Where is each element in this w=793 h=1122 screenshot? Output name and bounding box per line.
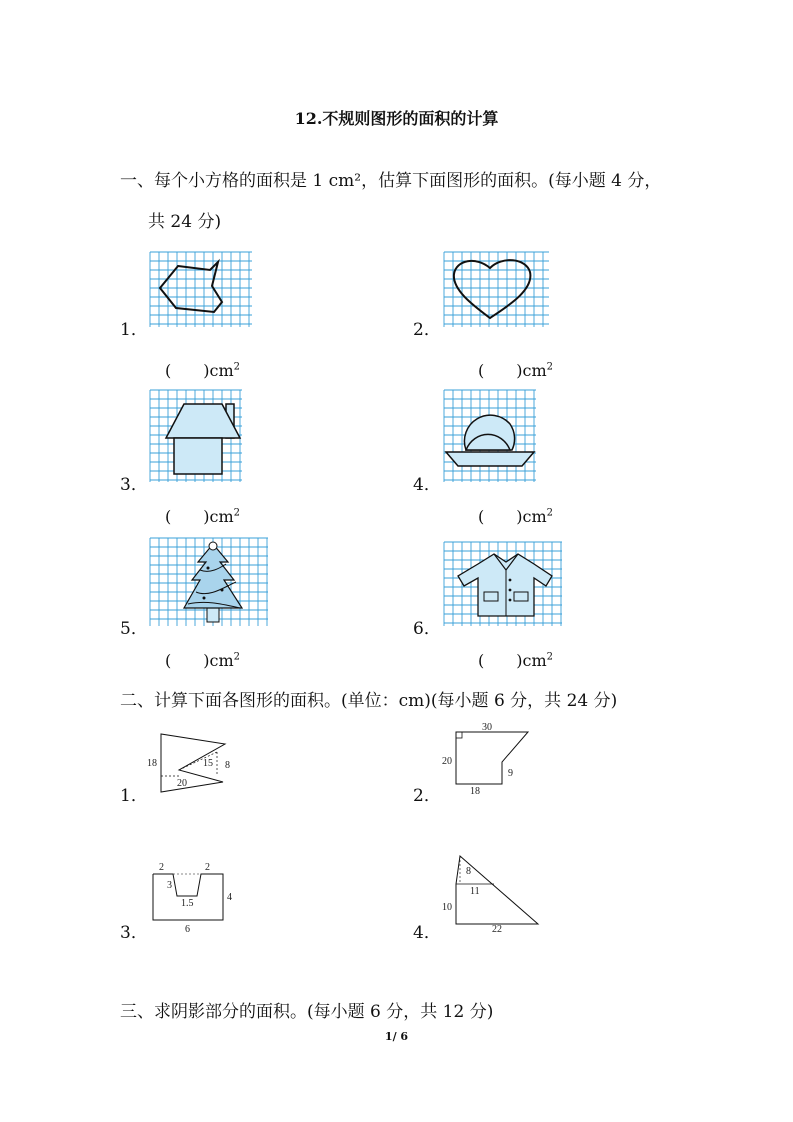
item-number: 3． [120,475,148,495]
dimension-label: 10 [442,902,452,913]
dimension-label: 8 [466,866,471,877]
arrow-shape-figure [145,730,245,798]
triangle-composite-figure [438,852,546,934]
dimension-label: 18 [147,758,157,769]
house-icon [150,390,242,482]
item-number: 5． [120,619,148,639]
dimension-label: 20 [177,778,187,789]
dimension-label: 8 [225,760,230,771]
item-number: 6． [413,619,441,639]
dimension-label: 22 [492,924,502,935]
dimension-label: 6 [185,924,190,935]
dimension-label: 11 [470,886,480,897]
page-number: 1/ 6 [384,1030,409,1043]
section1-heading-line1: 一、每个小方格的面积是 1 cm²，估算下面图形的面积。(每小题 4 分， [120,171,662,191]
item-number: 2． [413,320,441,340]
page-title: 12.不规则图形的面积的计算 [294,109,499,128]
dimension-label: 4 [227,892,232,903]
section2-heading: 二、计算下面各图形的面积。(单位：cm)(每小题 6 分，共 24 分) [120,691,618,711]
item-number: 4． [413,923,441,943]
item-number: 1． [120,320,148,340]
dimension-label: 1.5 [181,898,194,909]
section3-heading: 三、求阴影部分的面积。(每小题 6 分，共 12 分) [120,1002,494,1022]
dimension-label: 15 [203,758,213,769]
item-number: 2． [413,786,441,806]
answer-blank[interactable]: ( )$cm^2$ [478,507,553,526]
dimension-label: 2 [159,862,164,873]
section1-heading-line2: 共 24 分) [148,212,222,232]
heart-icon [444,252,549,327]
dimension-label: 20 [442,756,452,767]
irregular-polygon-icon [150,252,252,327]
answer-blank[interactable]: ( )$cm^2$ [165,361,240,380]
jacket-icon [444,542,562,626]
answer-blank[interactable]: ( )$cm^2$ [478,651,553,670]
answer-blank[interactable]: ( )$cm^2$ [478,361,553,380]
rectangle-with-trapezoid-cutout-figure [145,858,245,938]
item-number: 1． [120,786,148,806]
christmas-tree-icon [150,538,268,626]
item-number: 4． [413,475,441,495]
answer-blank[interactable]: ( )$cm^2$ [165,507,240,526]
dimension-label: 18 [470,786,480,797]
dimension-label: 3 [167,880,172,891]
item-number: 3． [120,923,148,943]
answer-blank[interactable]: ( )$cm^2$ [165,651,240,670]
dimension-label: 2 [205,862,210,873]
dimension-label: 9 [508,768,513,779]
dimension-label: 30 [482,722,492,733]
sun-boat-icon [444,390,536,482]
notched-rectangle-figure [440,722,540,797]
